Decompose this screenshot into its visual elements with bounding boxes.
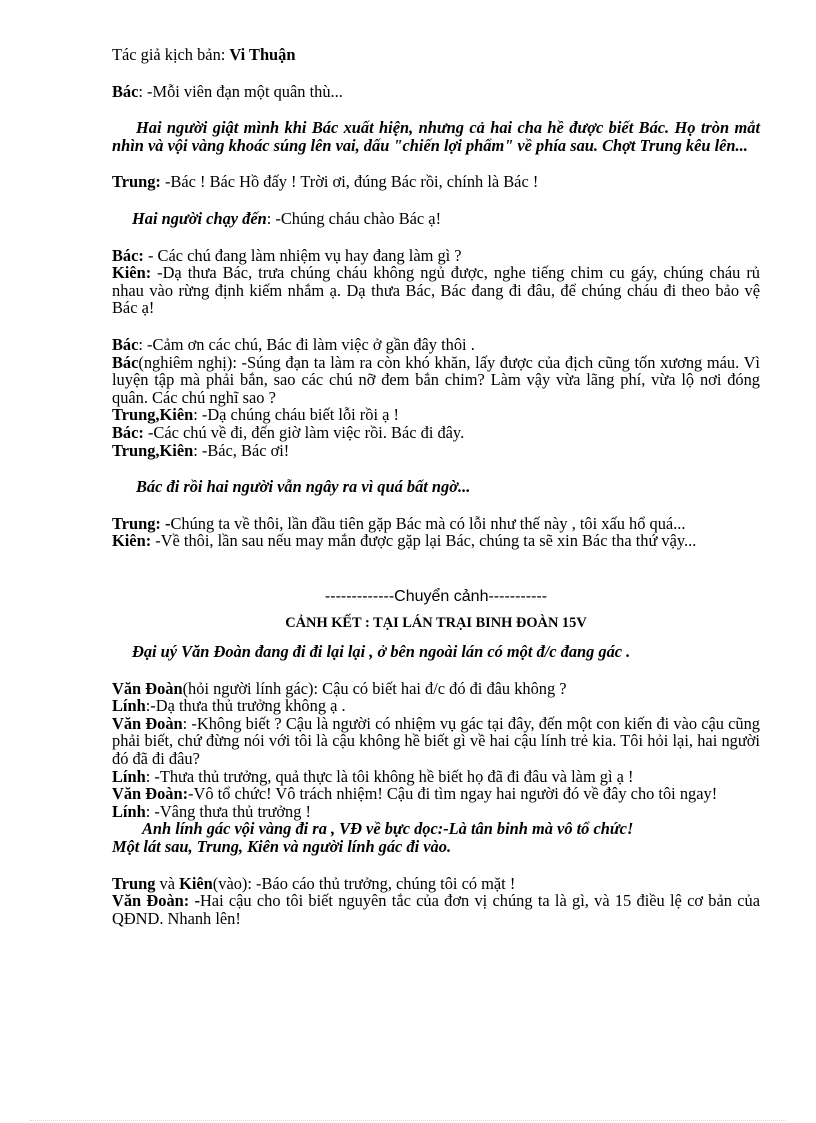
speaker: Văn Đoàn <box>112 678 183 698</box>
stage-direction: Một lát sau, Trung, Kiên và người lính gác đi vào. <box>112 837 452 856</box>
dialogue-line <box>112 83 760 101</box>
dialogue-line <box>112 715 760 768</box>
dialogue-line <box>112 785 760 803</box>
dialogue-text: Chúng ta về thôi, lần đầu tiên gặp Bác mà có lỗi như thế này , tôi xấu hổ quá... <box>170 513 686 533</box>
dialogue-line <box>112 264 760 317</box>
dialogue-line <box>112 697 760 715</box>
dialogue-text: :-Dạ thưa thủ trưởng không ạ . <box>145 696 346 716</box>
stage-direction: Anh lính gác vội vàng đi ra , VĐ về bực dọc:-Là tân binh mà vô tổ chức! <box>142 819 634 839</box>
speaker: Lính <box>112 766 146 786</box>
dialogue-line <box>112 247 760 265</box>
dialogue-text: (hỏi người lính gác): Cậu có biết hai đ/c đó đi đâu không ? <box>182 678 567 698</box>
speaker: Lính <box>112 801 146 821</box>
dialogue-line <box>112 892 760 927</box>
dialogue-text: -Về thôi, lần sau nếu may mắn được gặp lại Bác, chúng ta sẽ xin Bác tha thứ vậy... <box>151 531 697 551</box>
dialogue-text: -Dạ thưa Bác, trưa chúng cháu không ngủ được, nghe tiếng chim cu gáy, chúng cháu rủ nhau vào rừng định kiếm nhắm ạ. Dạ thưa Bác, Bác đang đi đâu, để chúng cháu đi theo bảo vệ Bác ạ! <box>112 263 760 318</box>
dialogue-line <box>112 173 760 191</box>
dialogue-line <box>112 442 760 460</box>
dialogue-text: : -Dạ chúng cháu biết lỗi rồi ạ ! <box>193 405 399 425</box>
dialogue-text: - Các chú đang làm nhiệm vụ hay đang làm gì ? <box>143 245 462 265</box>
stage-direction: Hai người giật mình khi Bác xuất hiện, nhưng cả hai cha hề được biết Bác. Họ tròn mắt nhìn và vội vàng khoác súng lên vai, dấu "chiến lợi phẩm" về phía sau. Chợt Trung kêu lên... <box>112 118 760 155</box>
speaker: Trung: <box>112 172 161 192</box>
speaker: Bác <box>112 352 139 372</box>
scene-title: CẢNH KẾT : TẠI LÁN TRẠI BINH ĐOÀN 15V <box>285 615 587 632</box>
dialogue-text: : -Chúng cháu chào Bác ạ! <box>266 208 442 228</box>
dialogue-line <box>112 680 760 698</box>
speaker: Lính <box>112 696 146 716</box>
script-page <box>112 46 760 927</box>
speaker: Trung <box>112 873 156 893</box>
speaker: Trung,Kiên <box>112 405 194 425</box>
scene-divider: -------------Chuyển cảnh----------- <box>324 587 548 605</box>
dialogue-text: -Các chú về đi, đến giờ làm việc rồi. Bác đi đây. <box>143 422 465 442</box>
speaker: Kiên: <box>112 263 152 283</box>
dialogue-text: -Bác ! Bác Hồ đấy ! Trời ơi, đúng Bác rồi, chính là Bác ! <box>160 172 539 192</box>
speaker: Văn Đoàn <box>112 713 183 733</box>
dialogue-line <box>112 768 760 786</box>
speaker: Bác <box>112 334 139 354</box>
speaker: Trung,Kiên <box>112 440 194 460</box>
dialogue-line <box>112 515 760 533</box>
speaker: Trung: - <box>112 513 171 533</box>
dialogue-text: : -Cảm ơn các chú, Bác đi làm việc ở gần đây thôi . <box>138 334 475 354</box>
dialogue-text: : -Vâng thưa thủ trưởng ! <box>145 801 311 821</box>
speaker: Bác <box>112 81 139 101</box>
parenthetical: (nghiêm nghị) <box>138 352 233 372</box>
dialogue-line <box>112 424 760 442</box>
dialogue-text: : -Thưa thủ trưởng, quả thực là tôi không hề biết họ đã đi đâu và làm gì ạ ! <box>145 766 634 786</box>
stage-direction: Bác đi rồi hai người vẫn ngây ra vì quá bất ngờ... <box>136 477 471 497</box>
dialogue-text: : -Mỗi viên đạn một quân thù... <box>138 81 343 101</box>
author-name: Vi Thuận <box>229 45 296 64</box>
dialogue-line <box>112 406 760 424</box>
dialogue-text: -Vô tổ chức! Vô trách nhiệm! Cậu đi tìm ngay hai người đó về đây cho tôi ngay! <box>188 784 718 804</box>
stage-direction: Đại uý Văn Đoàn đang đi đi lại lại , ở bên ngoài lán có một đ/c đang gác . <box>132 642 631 662</box>
stage-direction: Hai người chạy đến <box>132 208 267 228</box>
dialogue-text: : -Bác, Bác ơi! <box>193 440 290 460</box>
dialogue-text: (vào): -Báo cáo thủ trưởng, chúng tôi có mặt ! <box>212 873 516 893</box>
dialogue-text: Hai cậu cho tôi biết nguyên tắc của đơn vị chúng ta là gì, và 15 điều lệ cơ bản của QĐND. Nhanh lên! <box>112 891 760 928</box>
speaker: Văn Đoàn: <box>112 784 189 804</box>
speaker: Bác: <box>112 245 144 265</box>
author-line <box>112 46 760 64</box>
speaker: Kiên <box>179 873 213 893</box>
conjunction: và <box>155 873 180 893</box>
page-bottom-rule <box>30 1120 786 1121</box>
dialogue-text: : -Không biết ? Cậu là người có nhiệm vụ gác tại đây, đến một con kiến đi vào cậu cũng phải biết, chứ đừng nói với tôi là cậu không hề biết gì về hai cậu lính trẻ kia. Tôi hỏi lại, hai người đó đã đi đâu? <box>112 713 761 769</box>
dialogue-line <box>112 354 760 407</box>
speaker: Văn Đoàn: - <box>112 891 200 911</box>
speaker: Bác: <box>112 422 144 442</box>
dialogue-text: : -Súng đạn ta làm ra còn khó khăn, lấy được của địch cũng tốn xương máu. Vì luyện tập mà phải bắn, sao các chú nỡ đem bắn chim? Làm vậy vừa lãng phí, vừa lộ nơi đóng quân. Các chú nghĩ sao ? <box>112 352 760 407</box>
dialogue-line <box>112 336 760 354</box>
stage-direction-line <box>112 210 760 228</box>
author-label: Tác giả kịch bản: <box>112 45 230 64</box>
dialogue-line <box>112 532 760 550</box>
speaker: Kiên: <box>112 531 152 551</box>
dialogue-line <box>112 803 760 821</box>
dialogue-line <box>112 875 760 893</box>
